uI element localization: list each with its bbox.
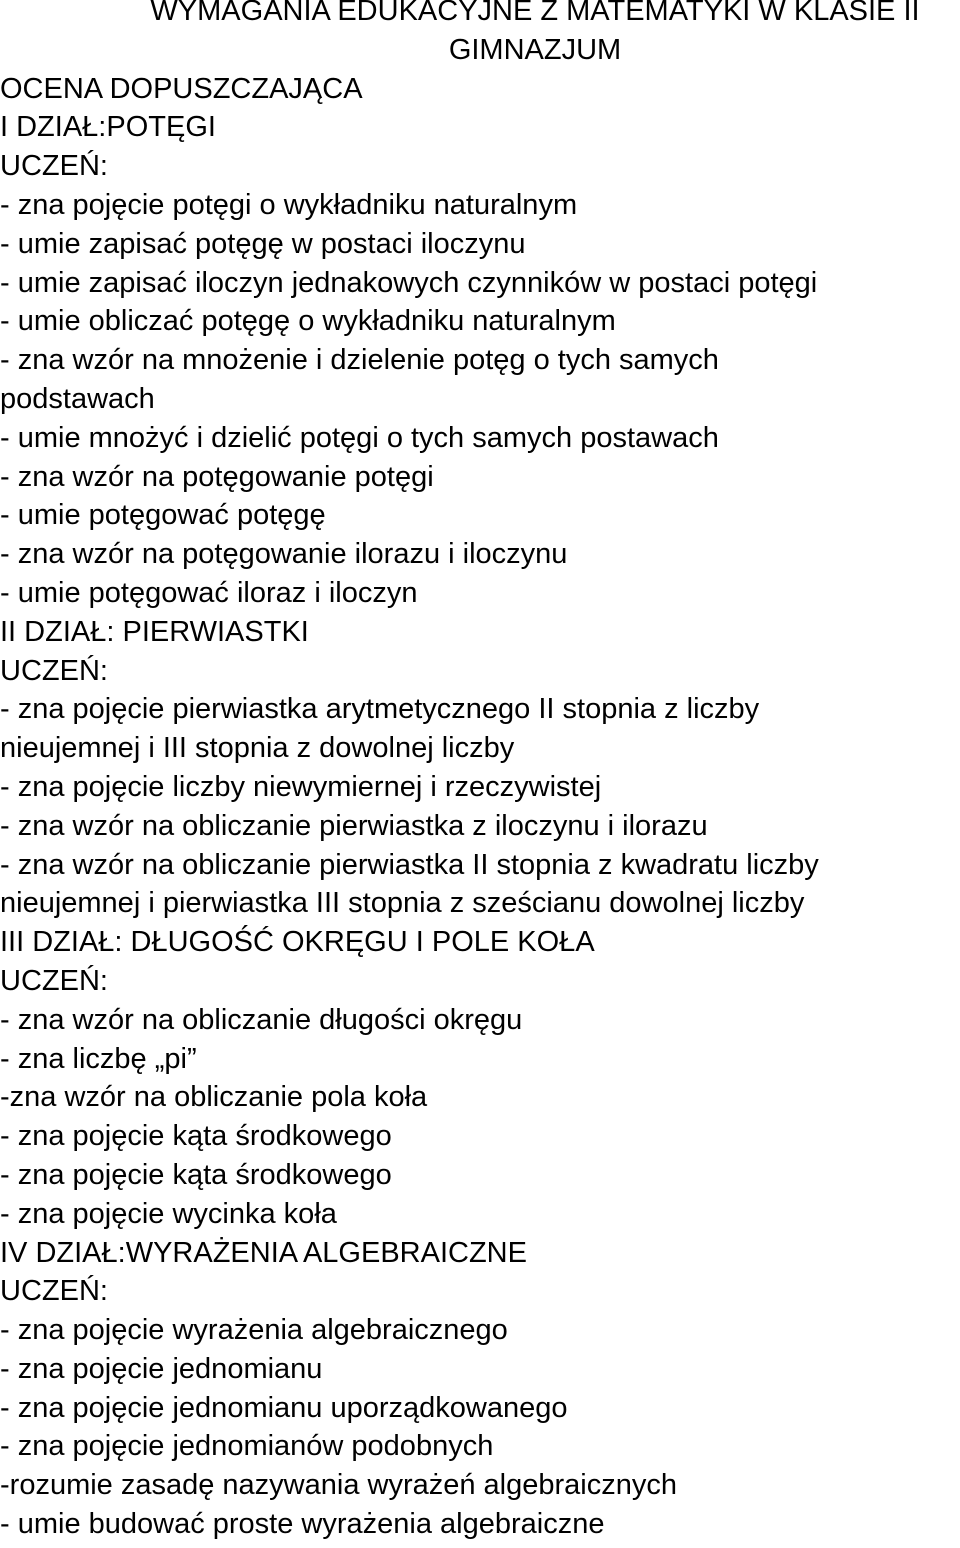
- requirement-line: - umie zapisać iloczyn jednakowych czynników w postaci potęgi: [0, 266, 818, 299]
- requirement-line: - zna pojęcie jednomianu: [0, 1352, 323, 1385]
- section-algebraic-expressions: [0, 1234, 960, 1544]
- requirement-line: - zna wzór na potęgowanie potęgi: [0, 460, 434, 493]
- requirement-line: -zna wzór na obliczanie pola koła: [0, 1081, 428, 1114]
- requirement-line: - zna wzór na obliczanie pierwiastka z iloczynu i ilorazu: [0, 809, 708, 842]
- section-heading: IV DZIAŁ:WYRAŻENIA ALGEBRAICZNE: [0, 1236, 527, 1269]
- requirement-line: - zna pojęcie jednomianu uporządkowanego: [0, 1391, 568, 1424]
- section-roots: [0, 613, 960, 923]
- section-powers: [0, 108, 960, 612]
- requirement-line: - umie potęgować iloraz i iloczyn: [0, 576, 418, 609]
- requirement-line: - umie zapisać potęgę w postaci iloczynu: [0, 227, 526, 260]
- requirement-line: - umie budować proste wyrażenia algebraiczne: [0, 1508, 605, 1541]
- student-label: UCZEŃ:: [0, 654, 108, 687]
- requirement-line: - zna pojęcie kąta środkowego: [0, 1120, 392, 1153]
- requirement-line: - zna pojęcie pierwiastka arytmetycznego II stopnia z liczby: [0, 693, 760, 726]
- requirement-line: - zna wzór na obliczanie pierwiastka II stopnia z kwadratu liczby: [0, 848, 819, 881]
- section-heading: I DZIAŁ:POTĘGI: [0, 111, 216, 144]
- document-title-line-2: GIMNAZJUM: [448, 33, 622, 66]
- requirement-line: nieujemnej i III stopnia z dowolnej liczby: [0, 732, 515, 765]
- section-heading: III DZIAŁ: DŁUGOŚĆ OKRĘGU I POLE KOŁA: [0, 926, 595, 959]
- requirement-line: - zna pojęcie wyrażenia algebraicznego: [0, 1314, 508, 1347]
- requirement-line: - zna wzór na mnożenie i dzielenie potęg o tych samych: [0, 344, 719, 377]
- requirement-line: - umie obliczać potęgę o wykładniku naturalnym: [0, 305, 616, 338]
- requirement-line: - zna pojęcie jednomianów podobnych: [0, 1430, 494, 1463]
- requirement-line: - zna pojęcie wycinka koła: [0, 1197, 337, 1230]
- requirement-line: - zna wzór na obliczanie długości okręgu: [0, 1003, 523, 1036]
- requirement-line: - zna liczbę „pi”: [0, 1042, 197, 1075]
- section-heading: II DZIAŁ: PIERWIASTKI: [0, 615, 309, 648]
- requirement-line: - zna pojęcie potęgi o wykładniku naturalnym: [0, 188, 578, 221]
- requirement-line: - zna wzór na potęgowanie ilorazu i iloczynu: [0, 538, 568, 571]
- student-label: UCZEŃ:: [0, 150, 108, 183]
- requirement-line: nieujemnej i pierwiastka III stopnia z sześcianu dowolnej liczby: [0, 887, 805, 920]
- section-circle: [0, 923, 960, 1233]
- student-label: UCZEŃ:: [0, 1275, 108, 1308]
- requirement-line: - umie mnożyć i dzielić potęgi o tych samych postawach: [0, 421, 719, 454]
- requirement-line: podstawach: [0, 382, 155, 415]
- requirement-line: - zna pojęcie liczby niewymiernej i rzeczywistej: [0, 770, 602, 803]
- document-title-line-1: WYMAGANIA EDUKACYJNE Z MATEMATYKI W KLASIE II: [150, 0, 920, 27]
- requirement-line: -rozumie zasadę nazywania wyrażeń algebraicznych: [0, 1469, 677, 1502]
- requirement-line: - zna pojęcie kąta środkowego: [0, 1158, 392, 1191]
- student-label: UCZEŃ:: [0, 964, 108, 997]
- requirement-line: - umie potęgować potęgę: [0, 499, 326, 532]
- grade-heading: OCENA DOPUSZCZAJĄCA: [0, 72, 363, 105]
